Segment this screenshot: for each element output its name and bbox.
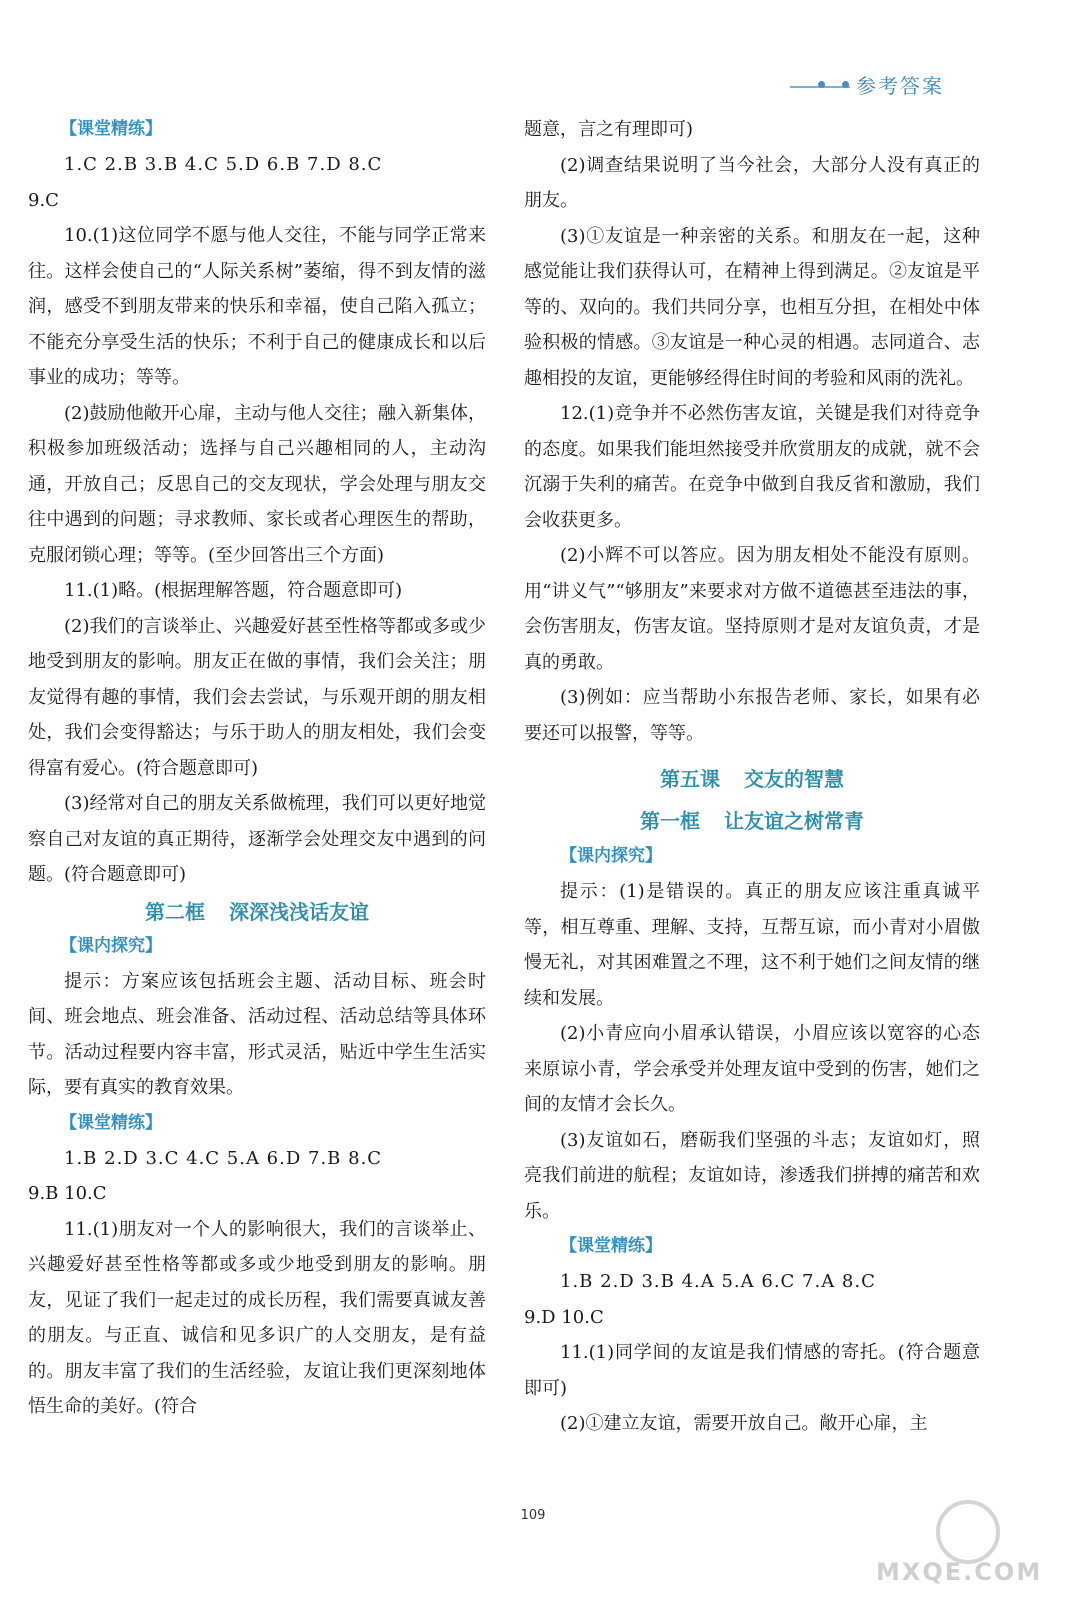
answer-paragraph: (3)经常对自己的朋友关系做梳理，我们可以更好地觉察自己对友谊的真正期待，逐渐学会处理交友中遇到的问题。(符合题意即可)	[28, 793, 486, 885]
answer-circle-icon	[936, 1500, 1000, 1564]
section-title	[524, 803, 980, 839]
answer-line: 9.B 10.C	[28, 1183, 107, 1204]
section-tag: 【课内探究】	[560, 846, 662, 866]
page-number: 109	[520, 1508, 546, 1523]
answer-paragraph: (2)鼓励他敞开心扉，主动与他人交往；融入新集体，积极参加班级活动；选择与自己兴趣相同的人，主动沟通，开放自己；反思自己的交友现状，学会处理与朋友交往中遇到的问题；寻求教师、家长或者心理医生的帮助，克服闭锁心理；等等。(至少回答出三个方面)	[28, 402, 486, 566]
answer-paragraph: (2)小辉不可以答应。因为朋友相处不能没有原则。用“讲义气”“够朋友”来要求对方做不道德甚至违法的事，会伤害朋友，伤害友谊。坚持原则才是对友谊负责，才是真的勇敢。	[524, 545, 980, 673]
section-tag: 【课堂精练】	[560, 1236, 662, 1256]
lesson-name: 交友的智慧	[744, 767, 844, 791]
header-label: 参考答案	[856, 74, 944, 98]
answer-paragraph: (3)①友谊是一种亲密的关系。和朋友在一起，这种感觉能让我们获得认可，在精神上得到满足。②友谊是平等的、双向的。我们共同分享，也相互分担，在相处中体验积极的情感。③友谊是一种心灵的相遇。志同道合、志趣相投的友谊，更能够经得住时间的考验和风雨的洗礼。	[524, 225, 980, 389]
watermark-text: MXQE.COM	[876, 1558, 1043, 1586]
answer-paragraph: 题意，言之有理即可)	[524, 119, 694, 140]
answer-paragraph: (3)例如：应当帮助小东报告老师、家长，如果有必要还可以报警，等等。	[524, 687, 980, 744]
header-dot-icon	[818, 81, 825, 88]
answer-paragraph: 提示：(1)是错误的。真正的朋友应该注重真诚平等，相互尊重、理解、支持，互帮互谅，而小青对小眉傲慢无礼，对其困难置之不理，这不利于她们之间友情的继续和发展。	[524, 881, 980, 1009]
section-title-number: 第二框	[145, 899, 205, 924]
answer-line: 1.B 2.D 3.B 4.A 5.A 6.C 7.A 8.C	[560, 1271, 876, 1292]
answer-paragraph: (2)调查结果说明了当今社会，大部分人没有真正的朋友。	[524, 154, 980, 211]
right-column	[524, 112, 980, 1442]
left-column	[28, 112, 486, 1425]
answer-paragraph: 11.(1)略。(根据理解答题，符合题意即可)	[64, 580, 403, 601]
section-tag: 【课堂精练】	[60, 1112, 162, 1133]
answer-paragraph: 11.(1)同学间的友谊是我们情感的寄托。(符合题意即可)	[524, 1342, 980, 1399]
answer-paragraph: (2)小青应向小眉承认错误，小眉应该以宽容的心态来原谅小青，学会承受并处理友谊中受到的伤害，她们之间的友情才会长久。	[524, 1023, 980, 1115]
section-tag: 【课堂精练】	[60, 119, 162, 139]
answer-line: 9.C	[28, 189, 59, 211]
section-title	[28, 895, 486, 929]
section-title-text: 深深浅浅话友谊	[229, 899, 369, 924]
answer-paragraph: 10.(1)这位同学不愿与他人交往，不能与同学正常来往。这样会使自己的“人际关系树”萎缩，得不到友情的滋润，感受不到朋友带来的快乐和幸福，使自己陷入孤立；不能充分享受生活的快乐；不利于自己的健康成长和以后事业的成功；等等。	[28, 225, 486, 388]
answer-paragraph: (2)我们的言谈举止、兴趣爱好甚至性格等都或多或少地受到朋友的影响。朋友正在做的事情，我们会关注；朋友觉得有趣的事情，我们会去尝试，与乐观开朗的朋友相处，我们会变得豁达；与乐于助人的朋友相处，我们会变得富有爱心。(符合题意即可)	[28, 615, 486, 779]
answer-paragraph: (2)①建立友谊，需要开放自己。敞开心扉，主	[560, 1413, 928, 1434]
answer-line: 1.C 2.B 3.B 4.C 5.D 6.B 7.D 8.C	[64, 154, 383, 175]
watermark	[866, 1500, 1046, 1590]
lesson-number: 第五课	[660, 767, 720, 791]
running-header	[790, 68, 980, 102]
answer-line: 1.B 2.D 3.C 4.C 5.A 6.D 7.B 8.C	[64, 1147, 383, 1169]
answer-paragraph: 提示：方案应该包括班会主题、活动目标、班会时间、班会地点、班会准备、活动过程、活动总结等具体环节。活动过程要内容丰富，形式灵活，贴近中学生生活实际，要有真实的教育效果。	[28, 970, 486, 1098]
section-title-text: 让友谊之树常青	[724, 809, 864, 833]
section-tag: 【课内探究】	[60, 935, 162, 956]
header-dot-icon	[842, 81, 849, 88]
lesson-title	[524, 759, 980, 799]
answer-line: 9.D 10.C	[524, 1306, 604, 1328]
answer-paragraph: 11.(1)朋友对一个人的影响很大，我们的言谈举止、兴趣爱好甚至性格等都或多或少地受到朋友的影响。朋友，见证了我们一起走过的成长历程，我们需要真诚友善的朋友。与正直、诚信和见多识广的人交朋友，是有益的。朋友丰富了我们的生活经验，友谊让我们更深刻地体悟生命的美好。(符合	[28, 1218, 486, 1417]
answer-paragraph: 12.(1)竞争并不必然伤害友谊，关键是我们对待竞争的态度。如果我们能坦然接受并欣赏朋友的成就，就不会沉溺于失利的痛苦。在竞争中做到自我反省和激励，我们会收获更多。	[524, 403, 980, 531]
answer-paragraph: (3)友谊如石，磨砺我们坚强的斗志；友谊如灯，照亮我们前进的航程；友谊如诗，渗透我们拼搏的痛苦和欢乐。	[524, 1129, 980, 1222]
section-title-number: 第一框	[640, 809, 700, 833]
